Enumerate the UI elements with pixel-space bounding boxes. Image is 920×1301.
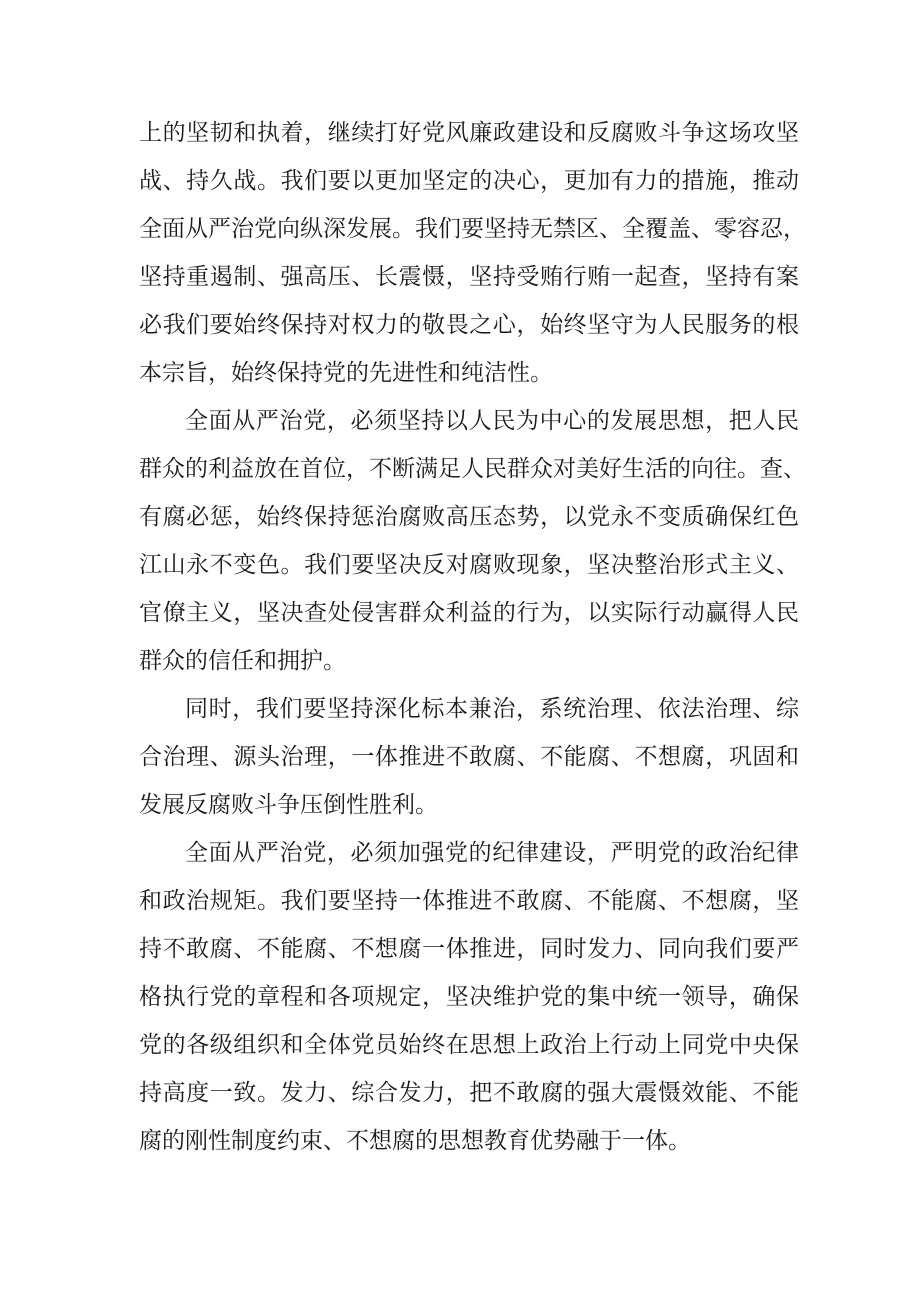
text-line: 格执行党的章程和各项规定，坚决维护党的集中统一领导，确保 — [139, 984, 799, 1010]
text-line: 坚持重遏制、强高压、长震慑，坚持受贿行贿一起查，坚持有案 — [139, 264, 799, 290]
text-line: 群众的利益放在首位，不断满足人民群众对美好生活的向往。查、 — [139, 456, 806, 482]
text-line: 同时，我们要坚持深化标本兼治，系统治理、依法治理、综 — [185, 696, 799, 722]
paragraph-1 — [139, 109, 806, 397]
text-line: 发展反腐败斗争压倒性胜利。 — [139, 792, 438, 818]
text-line: 群众的信任和拥护。 — [139, 648, 346, 674]
document-body — [139, 109, 806, 1165]
paragraph-3 — [139, 685, 799, 829]
text-line: 江山永不变色。我们要坚决反对腐败现象，坚决整治形式主义、 — [139, 552, 799, 578]
text-line: 腐的刚性制度约束、不想腐的思想教育优势融于一体。 — [139, 1128, 691, 1154]
text-line: 持高度一致。发力、综合发力，把不敢腐的强大震慑效能、不能 — [139, 1080, 799, 1106]
text-line: 全面从严治党，必须坚持以人民为中心的发展思想，把人民 — [185, 408, 799, 434]
text-line: 和政治规矩。我们要坚持一体推进不敢腐、不能腐、不想腐，坚 — [139, 888, 799, 914]
text-line: 有腐必惩，始终保持惩治腐败高压态势，以党永不变质确保红色 — [139, 504, 799, 530]
text-line: 上的坚韧和执着，继续打好党风廉政建设和反腐败斗争这场攻坚 — [139, 120, 799, 146]
text-line: 全面从严治党，必须加强党的纪律建设，严明党的政治纪律 — [185, 840, 799, 866]
paragraph-4 — [139, 829, 799, 1165]
text-line: 全面从严治党向纵深发展。我们要坚持无禁区、全覆盖、零容忍， — [139, 216, 806, 242]
text-line: 战、持久战。我们要以更加坚定的决心，更加有力的措施，推动 — [139, 168, 799, 194]
text-line: 官僚主义，坚决查处侵害群众利益的行为，以实际行动赢得人民 — [139, 600, 799, 626]
text-line: 党的各级组织和全体党员始终在思想上政治上行动上同党中央保 — [139, 1032, 799, 1058]
text-line: 本宗旨，始终保持党的先进性和纯洁性。 — [139, 360, 553, 386]
paragraph-2 — [139, 397, 806, 685]
text-line: 必我们要始终保持对权力的敬畏之心，始终坚守为人民服务的根 — [139, 312, 799, 338]
text-line: 合治理、源头治理，一体推进不敢腐、不能腐、不想腐，巩固和 — [139, 744, 799, 770]
text-line: 持不敢腐、不能腐、不想腐一体推进，同时发力、同向我们要严 — [139, 936, 799, 962]
